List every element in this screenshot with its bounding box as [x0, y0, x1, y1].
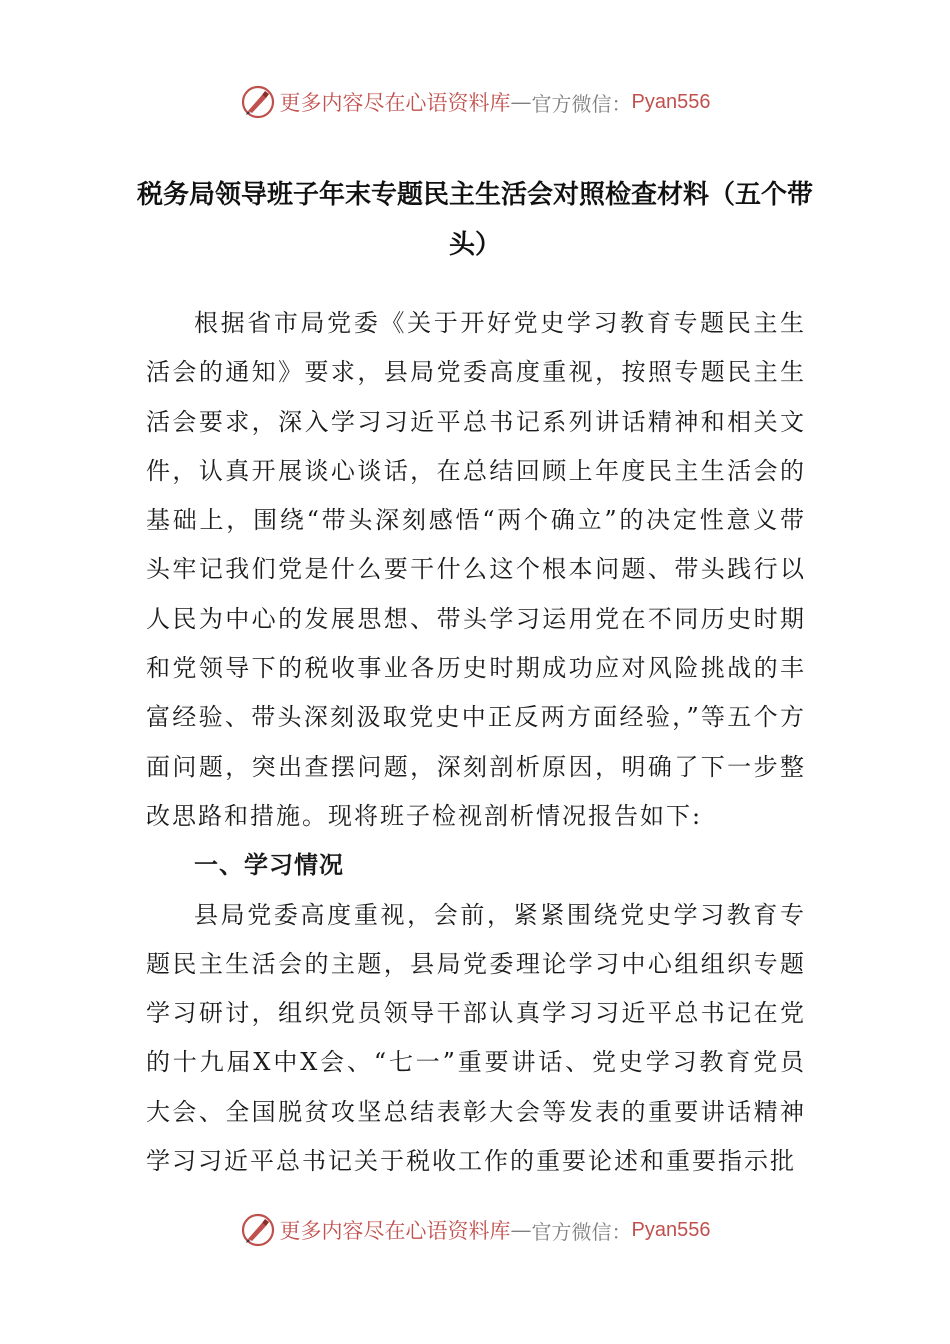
intro-paragraph: 根据省市局党委《关于开好党史学习教育专题民主生活会的通知》要求，县局党委高度重视，按照专题民主生活会要求，深入学习习近平总书记系列讲话精神和相关文件，认真开展谈心谈话，在总结回顾上年度民主生活会的基础上，围绕“带头深刻感悟“两个确立”的决定性意义带头牢记我们党是什么要干什么这个根本问题、带头践行以人民为中心的发展思想、带头学习运用党在不同历史时期和党领导下的税收事业各历史时期成功应对风险挑战的丰富经验、带头深刻汲取党史中正反两方面经验，”等五个方面问题，突出查摆问题，深刻剖析原因，明确了下一步整改思路和措施。现将班子检视剖析情况报告如下:	[146, 309, 806, 830]
pen-circle-logo-icon	[240, 84, 276, 120]
watermark-wechat-id: Pyan556	[631, 90, 711, 113]
header-watermark	[0, 80, 950, 124]
watermark-text: 更多内容尽在心语资料库	[279, 91, 511, 115]
watermark-wechat-label: 官方微信：	[531, 1219, 632, 1244]
section-heading: 一、学习情况	[194, 851, 344, 880]
watermark-separator: —	[510, 90, 532, 114]
watermark-wechat-label: 官方微信：	[531, 91, 632, 116]
footer-watermark	[0, 1208, 950, 1252]
watermark-separator: —	[510, 1218, 532, 1242]
watermark-wechat-id: Pyan556	[631, 1218, 711, 1241]
watermark-text: 更多内容尽在心语资料库	[279, 1219, 511, 1243]
document-body	[146, 299, 806, 1186]
document-title: 税务局领导班子年末专题民主生活会对照检查材料（五个带头）	[136, 180, 813, 260]
section-paragraph: 县局党委高度重视，会前，紧紧围绕党史学习教育专题民主生活会的主题，县局党委理论学习中心组组织专题学习研讨，组织党员领导干部认真学习习近平总书记在党的十九届X中X会、“七一”重要讲话、党史学习教育党员大会、全国脱贫攻坚总结表彰大会等发表的重要讲话精神学习习近平总书记关于税收工作的重要论述和重要指示批	[146, 900, 806, 1176]
pen-circle-logo-icon	[240, 1212, 276, 1248]
